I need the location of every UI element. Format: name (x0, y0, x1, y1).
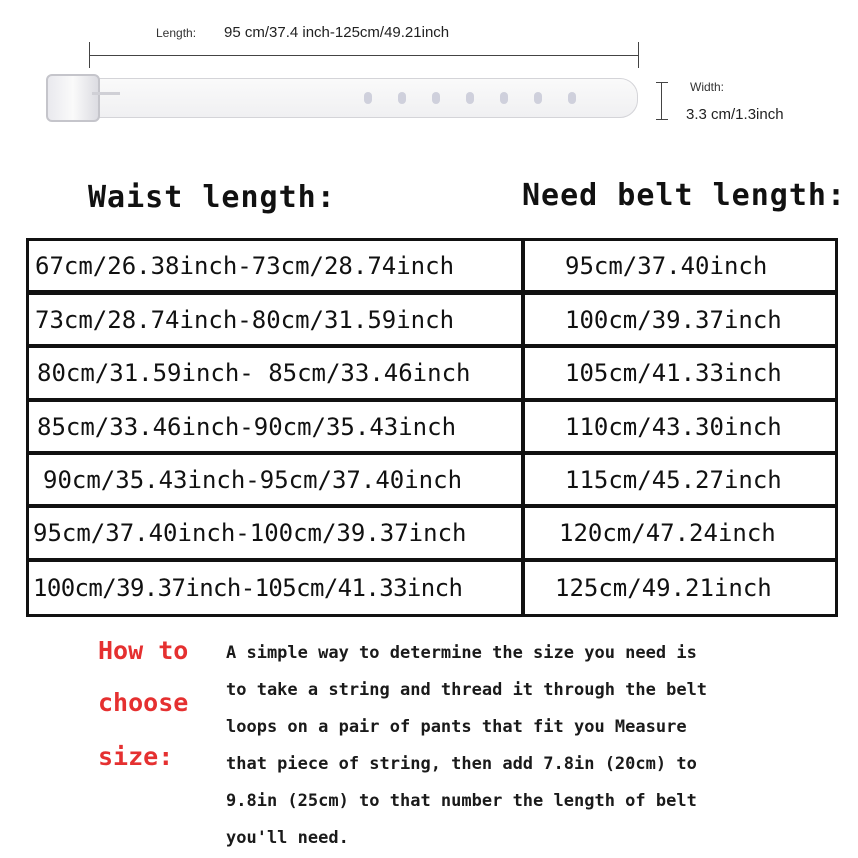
belt-hole (364, 92, 372, 104)
belt-strap (58, 78, 638, 118)
width-dimension-bracket (656, 82, 668, 120)
howto-text-line: you'll need. (226, 828, 349, 848)
waist-cell: 90cm/35.43inch-95cm/37.40inch (29, 455, 521, 504)
howto-text-line: A simple way to determine the size you need is (226, 643, 697, 663)
howto-title-line: size: (98, 742, 174, 771)
howto-text-line: loops on a pair of pants that fit you Measure (226, 717, 687, 737)
buckle-prong (92, 92, 120, 95)
belt-length-heading: Need belt length: (522, 178, 847, 213)
howto-text-line: that piece of string, then add 7.8in (20cm) to (226, 754, 697, 774)
belt-hole (398, 92, 406, 104)
length-tick-right (638, 42, 639, 68)
howto-text-line: to take a string and thread it through the belt (226, 680, 708, 700)
belt-cell: 120cm/47.24inch (525, 508, 835, 558)
belt-hole (466, 92, 474, 104)
size-table (26, 238, 838, 617)
belt-diagram (0, 0, 858, 150)
waist-cell: 80cm/31.59inch- 85cm/33.46inch (29, 348, 521, 398)
belt-hole (568, 92, 576, 104)
belt-hole (500, 92, 508, 104)
length-value: 95 cm/37.4 inch-125cm/49.21inch (224, 24, 450, 41)
waist-cell: 95cm/37.40inch-100cm/39.37inch (29, 508, 521, 558)
belt-cell: 125cm/49.21inch (525, 562, 835, 614)
howto-title-line: choose (98, 688, 189, 717)
belt-hole (534, 92, 542, 104)
belt-buckle-icon (46, 74, 100, 122)
width-label: Width: (690, 80, 725, 94)
belt-cell: 115cm/45.27inch (525, 455, 835, 504)
waist-cell: 100cm/39.37inch-105cm/41.33inch (29, 562, 521, 614)
waist-cell: 73cm/28.74inch-80cm/31.59inch (29, 295, 521, 344)
length-dimension-line (89, 55, 639, 56)
waist-cell: 85cm/33.46inch-90cm/35.43inch (29, 402, 521, 451)
howto-text-line: 9.8in (25cm) to that number the length of belt (226, 791, 697, 811)
howto-title-line: How to (98, 636, 189, 665)
waist-cell: 67cm/26.38inch-73cm/28.74inch (29, 241, 521, 290)
belt-cell: 110cm/43.30inch (525, 402, 835, 451)
width-value: 3.3 cm/1.3inch (686, 106, 784, 123)
length-label: Length: (156, 26, 197, 40)
waist-length-heading: Waist length: (88, 180, 336, 215)
belt-cell: 105cm/41.33inch (525, 348, 835, 398)
belt-hole (432, 92, 440, 104)
belt-cell: 95cm/37.40inch (525, 241, 835, 290)
belt-cell: 100cm/39.37inch (525, 295, 835, 344)
